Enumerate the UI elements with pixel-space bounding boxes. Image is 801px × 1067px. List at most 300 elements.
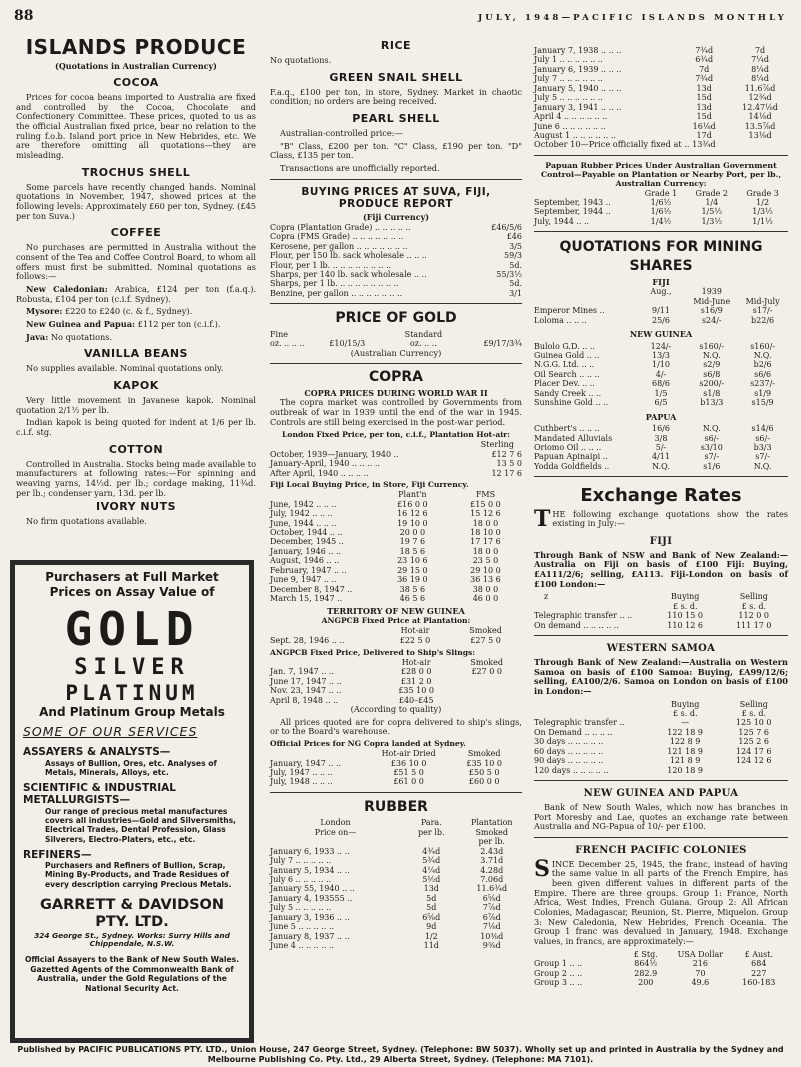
table-cell: Papuan Apinaipi .. — [534, 452, 608, 462]
table-cell: 13 5 0 — [496, 459, 522, 469]
table-row — [534, 443, 788, 452]
table-cell: 55/3½ — [496, 269, 522, 279]
table-row — [534, 379, 788, 388]
tng-heading: TERRITORY OF NEW GUINEA — [327, 606, 465, 617]
col-header: FMS — [475, 490, 496, 500]
table-cell: £35 10 0 — [466, 758, 502, 768]
table-cell: 30 days .. .. .. .. .. — [534, 737, 604, 747]
table-cell: April 8, 1948 .. .. — [270, 695, 339, 705]
table-cell: 38 5 6 — [399, 584, 426, 594]
table-cell: 216 — [692, 959, 708, 969]
table-row — [534, 46, 788, 55]
table-cell: Sharps, per 1 lb. .. .. .. .. .. .. .. .. — [270, 279, 399, 289]
table-cell: s2/9 — [703, 360, 721, 370]
divider — [270, 792, 522, 793]
table-row — [270, 279, 522, 288]
coffee-label: Mysore: — [26, 306, 63, 317]
col-header: Hot-air — [401, 657, 431, 667]
rubber-october: October 10—Price officially fixed at .. 13¾d — [534, 139, 716, 150]
table-cell: July 5 .. .. .. .. .. — [270, 903, 332, 913]
table-cell: January 8, 1937 .. .. — [270, 931, 350, 941]
table-cell: 25/6 — [652, 315, 670, 325]
table-cell: 111 17 0 — [735, 620, 772, 630]
table-row — [534, 103, 788, 112]
table-cell: 124 12 6 — [735, 756, 772, 766]
gold-currency: (Australian Currency) — [350, 347, 442, 358]
kapok-text: Indian kapok is being quoted for indent at 1/6 per lb. c.i.f. stg. — [16, 417, 256, 437]
table-cell: January, 1946 .. .. — [270, 546, 342, 556]
table-row — [534, 969, 788, 978]
copra-note: All prices quoted are for copra delivered to ship's slings, or to the Board's warehouse. — [270, 716, 522, 737]
table-cell: 1/3½ — [752, 207, 773, 217]
table-cell: 121 8 9 — [669, 756, 701, 766]
table-cell: August 1 .. .. .. .. .. .. — [534, 130, 616, 140]
table-row — [270, 528, 522, 537]
table-cell: Copra (Plantation Grade) .. .. .. .. .. — [270, 222, 411, 232]
col-header — [534, 950, 620, 959]
gold-oz: oz. .. .. — [409, 339, 437, 349]
col-header: Price on— — [314, 827, 357, 837]
copra-london-table — [270, 450, 522, 478]
table-cell: 7¾d — [695, 46, 714, 55]
table-row — [270, 875, 522, 884]
col-header: £ Aust. — [744, 949, 773, 959]
table-cell: s200/- — [699, 379, 725, 389]
table-row — [534, 198, 788, 207]
angpcb-heading: ANGPCB Fixed Price at Plantation: — [321, 616, 471, 626]
table-cell: 3/5 — [509, 241, 522, 251]
table-cell: 9⅜d — [482, 941, 501, 951]
table-cell: 3/8 — [654, 433, 668, 443]
table-cell: 70 — [695, 968, 706, 978]
official-table — [270, 749, 522, 787]
table-cell: s14/6 — [751, 424, 774, 434]
advertisement-box — [10, 560, 254, 1043]
table-cell: s24/- — [701, 315, 722, 325]
table-row — [534, 398, 788, 407]
table-cell: Kerosene, per gallon .. .. .. .. .. .. .. — [270, 241, 408, 251]
table-cell: September, 1943 .. — [534, 198, 611, 208]
ad-service-heading: SCIENTIFIC & INDUSTRIAL METALLURGISTS— — [23, 782, 176, 807]
table-cell: 19 7 6 — [399, 537, 426, 547]
coffee-heading: COFFEE — [110, 226, 162, 240]
table-cell: 110 12 6 — [667, 620, 703, 630]
copra-fiji-heading: Fiji Local Buying Price, in Store, Fiji Currency. — [270, 480, 469, 490]
table-header-row — [270, 837, 522, 846]
table-cell: Telegraphic transfer .. — [534, 718, 625, 728]
table-cell: February, 1947 .. .. — [270, 565, 347, 575]
col-header: Selling — [739, 592, 768, 602]
table-cell: 200 — [638, 978, 654, 988]
table-cell: April 4 .. .. .. .. .. .. — [534, 112, 608, 122]
table-cell: January 4, 193555 .. — [270, 893, 353, 903]
table-cell: 59/3 — [504, 251, 522, 261]
coffee-text: No purchases are permitted in Australia without the consent of the Tea and Coffee Control Board, to whom all offers must first be submitted. Nominal quotations as follows:— — [16, 242, 256, 282]
table-cell: September, 1944 .. — [534, 207, 611, 217]
vanilla-heading: VANILLA BEANS — [84, 347, 188, 361]
table-row — [534, 342, 788, 351]
col-header — [401, 837, 461, 846]
mining-subheading: PAPUA — [645, 411, 677, 422]
col-header: Buying — [671, 699, 700, 709]
cocoa-text: Prices for cocoa beans imported to Australia are fixed and controlled by the Cocoa, Chocolate and Confectionery Committee. These prices, quoted to us as the official Australian fixed price, bear no relation to the ruling f.o.b. Island port price in New Hebrides, etc. We are therefore omitting all quotations—they are misleading. — [16, 92, 256, 161]
fiji-exchange-heading: FIJI — [649, 535, 673, 547]
table-cell: 122 8 9 — [669, 737, 701, 747]
fiji-exchange-table — [534, 611, 788, 630]
table-cell: 16 12 6 — [397, 509, 428, 519]
table-cell: 1/5½ — [701, 207, 723, 217]
page-subtitle: (Quotations in Australian Currency) — [55, 60, 217, 71]
copra-london-heading: London Fixed Price, per ton, c.i.f., Plantation Hot-air: — [282, 430, 510, 440]
table-cell: s17/- — [752, 306, 773, 316]
table-cell: March 15, 1947 .. — [270, 594, 343, 604]
col-header: Selling — [739, 699, 768, 709]
ad-gold: GOLD — [64, 602, 200, 656]
rubber-table-continued — [534, 46, 788, 140]
table-cell: N.Q. — [702, 424, 721, 434]
dropcap: S — [534, 855, 550, 882]
table-cell: s6/6 — [754, 369, 772, 379]
table-cell: £60 0 0 — [468, 777, 500, 787]
samoa-table — [534, 718, 788, 775]
table-row — [270, 566, 522, 575]
col-header: £ s. d. — [673, 709, 698, 719]
col-header: Aug., — [650, 287, 672, 297]
table-cell: January 7, 1938 .. .. .. — [534, 46, 622, 55]
table-cell: 13d — [696, 102, 712, 112]
col-header: Grade 1 — [644, 188, 678, 198]
gold-standard: Standard — [404, 329, 443, 339]
rice-heading: RICE — [380, 39, 412, 52]
col-header — [737, 287, 788, 296]
col-header — [270, 490, 376, 499]
ad-company: GARRETT & DAVIDSON PTY. LTD. — [39, 896, 225, 931]
table-cell: Flour, per 1 lb. .. .. .. .. .. .. .. .. — [270, 260, 392, 270]
divider — [270, 363, 522, 364]
fiji-exchange-header — [534, 592, 788, 611]
table-cell: December, 1945 .. — [270, 537, 344, 547]
page-header — [14, 8, 787, 28]
table-cell: 5d — [426, 893, 437, 903]
table-row — [534, 462, 788, 471]
table-row — [270, 884, 522, 893]
z-mark: z — [544, 592, 549, 602]
table-cell: 112 0 0 — [738, 611, 769, 621]
table-row — [270, 759, 522, 768]
col-header: £ s. d. — [741, 601, 767, 611]
table-cell: Telegraphic transfer .. .. — [534, 611, 633, 621]
ad-silver: SILVER — [74, 654, 190, 680]
table-row — [270, 866, 522, 875]
table-cell: Oriomo Oil .. .. .. — [534, 442, 602, 452]
table-row — [270, 777, 522, 786]
table-cell: 7⅞d — [482, 903, 501, 913]
table-cell: Oil Search .. .. .. — [534, 369, 600, 379]
table-cell: On demand .. .. .. .. .. — [534, 620, 619, 630]
divider — [534, 837, 788, 838]
table-cell: Yodda Goldfields .. — [534, 461, 610, 471]
coffee-value: £220 to £240 (c. & f., Sydney). — [62, 306, 193, 317]
french-table — [534, 950, 788, 988]
table-row — [534, 74, 788, 83]
table-cell: £27 0 0 — [471, 667, 502, 677]
table-cell: 36 19 0 — [397, 575, 428, 585]
mining-table — [534, 287, 788, 471]
col-header: Plantation — [470, 818, 513, 828]
ad-service-heading: ASSAYERS & ANALYSTS— — [23, 746, 171, 759]
col-header: Smoked — [467, 749, 501, 759]
table-row — [270, 450, 522, 459]
table-row — [534, 65, 788, 74]
table-row — [270, 856, 522, 865]
table-row — [534, 747, 788, 756]
table-cell: Copra (FMS Grade) .. .. .. .. .. .. .. — [270, 232, 404, 242]
table-row — [270, 289, 522, 298]
table-row — [534, 316, 788, 325]
gold-standard-value: £9/17/3¾ — [483, 339, 522, 349]
table-row — [270, 903, 522, 912]
suva-heading: BUYING PRICES AT SUVA, FIJI, PRODUCE REPORT — [301, 185, 491, 210]
table-cell: — — [681, 718, 690, 728]
table-cell: 1/4 — [705, 198, 719, 208]
col-header — [636, 297, 687, 306]
table-cell: s6/- — [755, 433, 770, 443]
table-cell: 29 10 0 — [470, 565, 501, 575]
table-row — [270, 519, 522, 528]
table-cell: January 6, 1933 .. .. — [270, 846, 350, 856]
ad-official: Official Assayers to the Bank of New South Wales. Gazetted Agents of the Commonwealth Bank of Australia, under the Gold Regulations of the National Security Act. — [24, 955, 240, 993]
table-cell: 110 15 0 — [667, 611, 703, 621]
copra-heading: COPRA — [368, 369, 424, 386]
table-row — [270, 922, 522, 931]
table-cell: 5/- — [655, 442, 667, 452]
gold-table — [270, 330, 522, 349]
table-header-row — [534, 189, 788, 198]
table-cell: June, 1942 .. .. .. — [270, 499, 337, 509]
table-cell: £27 5 0 — [470, 635, 501, 645]
ad-services-heading: SOME OF OUR SERVICES — [23, 724, 198, 740]
col-header: per lb. — [478, 837, 505, 847]
table-cell: Guinea Gold .. .. — [534, 351, 600, 361]
table-cell: 23 5 0 — [472, 556, 499, 566]
table-row — [270, 500, 522, 509]
table-cell: 120 18 9 — [667, 765, 703, 775]
table-cell: Emperor Mines .. — [534, 306, 605, 316]
table-cell: 121 18 9 — [667, 746, 703, 756]
table-cell: £28 0 0 — [400, 667, 432, 677]
pearl-text: Australian-controlled price:— — [280, 127, 403, 138]
mining-heading: QUOTATIONS FOR MINING SHARES — [559, 239, 763, 274]
table-row — [270, 251, 522, 260]
table-cell: 1/10 — [652, 360, 670, 370]
table-cell: £35 10 0 — [398, 686, 434, 696]
table-row — [534, 93, 788, 102]
trochus-text: Some parcels have recently changed hands. Nominal quotations in November, 1947, showed prices at the following levels: Approximately £60 per ton, Sydney. (£45 per ton Suva.) — [16, 181, 256, 221]
suva-subtitle: (Fiji Currency) — [362, 212, 430, 223]
table-cell: 1/5 — [654, 388, 668, 398]
gold-fine-value: £10/15/3 — [329, 339, 366, 349]
col-header: Grade 2 — [695, 188, 729, 198]
exchange-heading: Exchange Rates — [580, 485, 742, 507]
table-cell: 13/3 — [652, 351, 670, 361]
table-cell: 38 0 0 — [472, 584, 499, 594]
table-cell: 120 days .. .. .. .. .. — [534, 765, 609, 775]
col-header — [534, 287, 636, 296]
table-cell: £22 5 0 — [399, 635, 431, 645]
col-header: Hot-air Dried — [381, 749, 436, 759]
table-cell: N.Q. — [652, 461, 670, 471]
table-cell: Loloma .. .. .. — [534, 315, 587, 325]
table-cell — [451, 696, 522, 705]
table-cell: 18 5 6 — [399, 546, 426, 556]
ship-table — [270, 658, 522, 705]
table-cell: January 55, 1940 .. .. — [270, 884, 355, 894]
table-cell: 16/6 — [652, 424, 670, 434]
table-cell — [451, 686, 522, 695]
table-cell: 49.6 — [691, 978, 710, 988]
table-cell: 125 2 6 — [738, 737, 769, 747]
table-header-row — [534, 287, 788, 296]
table-cell: 10⅜d — [480, 931, 504, 941]
table-row — [534, 728, 788, 737]
table-cell: 15 12 6 — [470, 509, 501, 519]
table-cell: 11.6⅞d — [744, 83, 776, 93]
table-cell: January 3, 1936 .. .. — [270, 912, 350, 922]
running-title: JULY, 1948—PACIFIC ISLANDS MONTHLY — [478, 13, 787, 23]
table-cell: 7d — [699, 64, 710, 74]
table-cell: 12 17 6 — [491, 468, 522, 478]
table-cell: 6⅞d — [482, 912, 501, 922]
ad-service-text: Our range of precious metal manufactures covers all industries—Gold and Silversmiths, Electrical Trades, Dental Profession, Glass Silverers, Electro-Platers, etc., etc. — [45, 806, 237, 844]
col-header — [534, 297, 636, 306]
gold-heading: PRICE OF GOLD — [335, 310, 457, 327]
rubber-heading: RUBBER — [364, 798, 428, 815]
table-cell: 23 10 6 — [397, 556, 428, 566]
coffee-line — [16, 285, 256, 304]
table-cell: July, 1947 .. .. .. — [270, 767, 333, 777]
table-cell: Sandy Creek .. .. — [534, 388, 602, 398]
table-header-row — [270, 828, 522, 837]
table-row — [534, 389, 788, 398]
coffee-line — [16, 307, 256, 317]
col-header — [270, 658, 381, 667]
table-row — [270, 223, 522, 232]
coffee-value: £112 per ton (c.i.f.). — [135, 319, 221, 330]
table-cell: January 5, 1934 .. .. — [270, 865, 350, 875]
col-header: London — [320, 818, 351, 828]
table-row — [534, 978, 788, 987]
col-header: USA Dollar — [677, 949, 724, 959]
table-cell: 5½d — [422, 874, 441, 884]
ad-service-text: Assays of Bullion, Ores, etc. Analyses of Metals, Minerals, Alloys, etc. — [45, 758, 217, 777]
copra-war-heading: COPRA PRICES DURING WORLD WAR II — [304, 387, 488, 398]
table-row — [534, 718, 788, 727]
table-cell: s7/- — [755, 452, 770, 462]
table-cell: £12 7 6 — [491, 449, 522, 459]
table-cell: 68/6 — [652, 379, 670, 389]
samoa-header — [534, 700, 788, 719]
samoa-heading: WESTERN SAMOA — [606, 643, 716, 655]
table-cell: 36 13 6 — [470, 575, 501, 585]
table-cell: Jan. 7, 1947 .. .. — [270, 667, 335, 677]
table-cell: 4/- — [655, 369, 667, 379]
table-cell: Sept. 28, 1946 .. .. — [270, 635, 345, 645]
suva-table — [270, 223, 522, 299]
page-title: ISLANDS PRODUCE — [25, 35, 247, 59]
table-cell: £61 0 0 — [393, 777, 424, 787]
table-cell: 125 10 0 — [735, 718, 772, 728]
french-text: INCE December 25, 1945, the franc, instead of having the same value in all parts of the French Empire, has been given different values in different parts of the Empire. There are three groups. Group 1: France, North Africa, West Indies, French Guiana. Group 2: All African Colonies, Madagascar, Reunion, St. Pierre, Miquelon. Group 3: New Caledonia, New Hebrides, French Oceania. The Group 1 franc was devalued in January, 1948. Exchange values, in francs, are approximately:— — [534, 858, 788, 947]
table-cell — [719, 766, 788, 775]
table-cell: 17 17 6 — [470, 537, 501, 547]
table-cell: 15d — [696, 112, 712, 122]
table-cell: 18 10 0 — [470, 527, 501, 537]
table-cell: 12.47⅛d — [742, 102, 778, 112]
table-cell: 1/6½ — [650, 198, 672, 208]
table-cell: £36 10 0 — [390, 758, 427, 768]
table-cell: Flour, per 150 lb. sack wholesale .. .. .. — [270, 251, 427, 261]
vanilla-text: No supplies available. Nominal quotations only. — [26, 363, 224, 374]
table-cell: 46 5 6 — [399, 594, 426, 604]
table-cell: 8¼d — [751, 74, 770, 84]
ad-platinum-group: And Platinum Group Metals — [39, 705, 225, 720]
table-cell: December 8, 1947 .. — [270, 584, 353, 594]
col-header: £ Stg. — [633, 949, 658, 959]
table-cell: After April, 1940 .. .. .. .. — [270, 468, 369, 478]
table-cell: 13d — [696, 83, 712, 93]
table-cell — [451, 677, 522, 686]
table-row — [270, 768, 522, 777]
table-cell: s6/- — [704, 433, 720, 443]
official-heading: Official Prices for NG Copra landed at Sydney. — [270, 739, 466, 749]
table-cell: s7/- — [704, 452, 720, 462]
table-row — [534, 434, 788, 443]
table-cell: Cuthbert's .. .. .. — [534, 424, 600, 434]
table-row — [534, 766, 788, 775]
col-header — [534, 189, 636, 198]
table-cell: June, 1944 .. .. .. — [270, 518, 337, 528]
ad-service-text: Purchasers and Refiners of Bullion, Scrap, Mining By-Products, and Trade Residues of every description carrying Precious Metals. — [45, 861, 232, 889]
ship-heading: ANGPCB Fixed Price, Delivered to Ship's Slings: — [270, 647, 476, 657]
table-row — [270, 232, 522, 241]
table-cell: 4/11 — [652, 452, 670, 462]
table-row — [270, 547, 522, 556]
table-cell: 4.28d — [480, 865, 504, 875]
table-cell: 16⅛d — [692, 121, 716, 131]
coffee-label: New Guinea and Papua: — [26, 319, 136, 330]
table-cell: 3.71d — [480, 856, 504, 866]
table-cell: 6¾d — [695, 55, 714, 65]
col-header: per lb. — [418, 827, 445, 837]
dropcap: T — [534, 505, 551, 532]
table-cell: 90 days .. .. .. .. .. — [534, 756, 604, 766]
coffee-label: Java: — [26, 331, 49, 342]
table-cell: 7d — [754, 46, 766, 55]
table-row — [270, 556, 522, 565]
table-row — [534, 452, 788, 461]
ivory-heading: IVORY NUTS — [96, 500, 176, 514]
table-cell: £46/5/6 — [491, 222, 522, 232]
table-cell: s1/6 — [703, 461, 721, 471]
col-header: Para. — [420, 818, 442, 828]
table-cell: 1/6½ — [650, 207, 672, 217]
table-cell: July 1 .. .. .. .. .. .. — [534, 55, 603, 65]
col-header: Smoked — [470, 657, 503, 667]
pearl-heading: PEARL SHELL — [352, 111, 440, 125]
table-header-row — [534, 297, 788, 306]
col-header — [270, 749, 371, 758]
table-cell: July 6 .. .. .. .. .. — [270, 874, 332, 884]
